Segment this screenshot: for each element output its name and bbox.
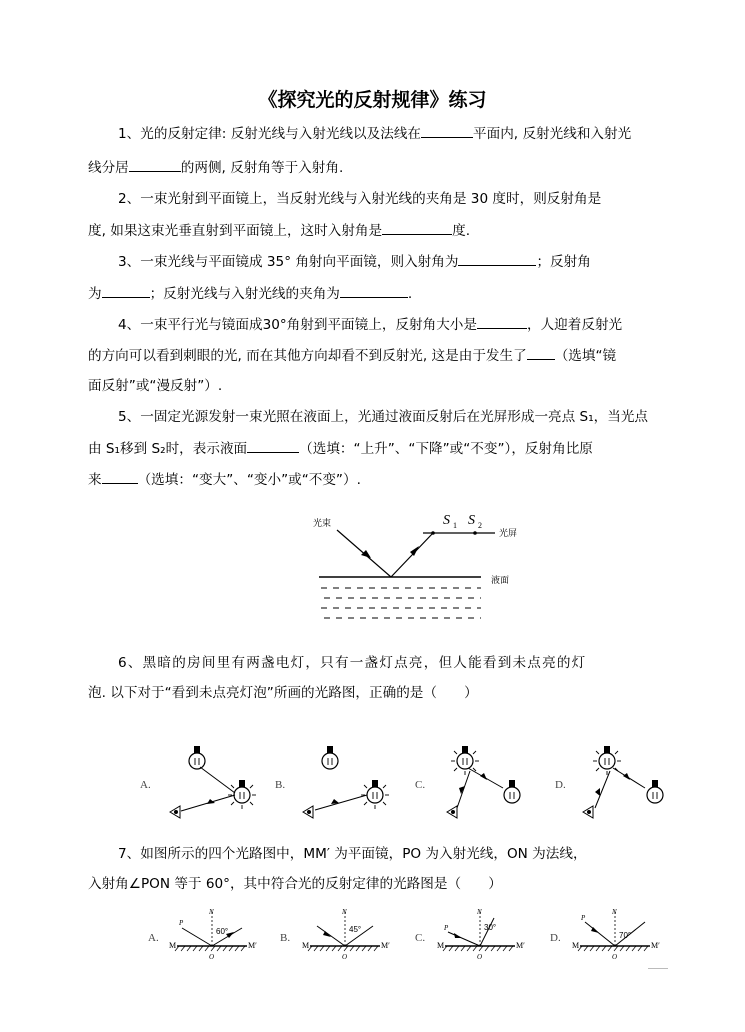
q6-option-c-diagram[interactable] [447, 746, 520, 818]
q4-text-c: 的方向可以看到刺眼的光, 而在其他方向却看不到反射光, 这是由于发生了 [88, 348, 527, 364]
q7c-angle-label: 30° [484, 923, 497, 932]
q7a-o-label: O [209, 953, 215, 961]
q4-line3 [88, 376, 222, 396]
q7b-angle-label: 45° [349, 925, 362, 934]
q2-line1 [118, 189, 601, 209]
q5-text-b: 由 S₁移到 S₂时，表示液面 [88, 441, 248, 457]
q5-line3 [88, 469, 361, 490]
q7b-mp-label: M′ [381, 941, 390, 950]
point-s2 [473, 531, 477, 535]
q6-option-b-diagram[interactable] [303, 746, 389, 818]
q5-text-a: 5、一固定光源发射一束光照在液面上，光通过液面反射后在光屏形成一亮点 S₁，当光点 [118, 409, 649, 425]
q7-option-b-label: B. [280, 932, 291, 944]
q7d-o-label: O [612, 953, 618, 961]
q6-option-b-label: B. [275, 779, 286, 791]
q7d-angle-label: 70° [619, 931, 632, 940]
mirror-option-diagrams [140, 908, 660, 968]
q1-blank-1[interactable] [421, 123, 473, 138]
q1-text-c: 线分居 [88, 160, 129, 176]
q4-text-a: 4、一束平行光与镜面成30°角射到平面镜上，反射角大小是 [118, 317, 477, 333]
q6-line1 [118, 653, 586, 673]
q7c-m-label: M [437, 941, 445, 950]
q7-option-d-label: D. [550, 932, 561, 944]
q6-line2 [88, 683, 478, 703]
screen-label: 光屏 [499, 529, 518, 539]
lamp-option-diagrams [125, 738, 685, 828]
q5-blank-1[interactable] [247, 438, 299, 453]
q3-blank-2[interactable] [102, 283, 150, 298]
q7-option-a-diagram[interactable] [169, 908, 257, 961]
reflected-arrow [410, 546, 419, 556]
s1-subscript: 1 [453, 521, 457, 530]
q7d-p-label: P [581, 914, 586, 922]
q7-option-a-label: A. [148, 932, 159, 944]
liquid-dashes [321, 588, 481, 618]
q1-line2 [88, 157, 343, 178]
q5-text-c: （选填：“上升”、“下降”或“不变”），反射角比原 [299, 441, 593, 457]
q1-text-b: 平面内, 反射光线和入射光 [473, 126, 632, 142]
q7c-n-label: N [477, 908, 482, 916]
q5-line2 [88, 438, 593, 459]
q3-blank-1[interactable] [458, 251, 536, 266]
q6-text-b: 泡. 以下对于“看到未点亮灯泡”所画的光路图，正确的是（ ） [88, 685, 478, 701]
q2-line2 [88, 220, 470, 241]
q7a-n-label: N [209, 908, 214, 916]
q6-option-a-label: A. [140, 779, 151, 791]
point-s1 [431, 531, 435, 535]
q7-text-b: 入射角∠PON 等于 60°，其中符合光的反射定律的光路图是（ ） [88, 876, 502, 892]
reflected-ray [391, 533, 433, 577]
q6-option-d-diagram[interactable] [583, 746, 663, 818]
q2-text-c: 度. [452, 223, 471, 239]
q7a-mp-label: M′ [248, 941, 257, 950]
q2-text-b: 度, 如果这束光垂直射到平面镜上，这时入射角是 [88, 223, 383, 239]
q3-blank-3[interactable] [340, 283, 408, 298]
q5-line1 [118, 407, 648, 427]
q5-text-e: （选填：“变大”、“变小”或“不变”）. [137, 472, 361, 488]
q4-line1 [118, 314, 622, 335]
q7-option-b-diagram[interactable] [302, 908, 390, 961]
q5-text-d: 来 [88, 472, 102, 488]
q4-blank-2[interactable] [527, 345, 555, 360]
q6-option-c-label: C. [415, 779, 426, 791]
q2-text-a: 2、一束光射到平面镜上，当反射光线与入射光线的夹角是 30 度时，则反射角是 [118, 191, 602, 207]
q7d-mp-label: M′ [651, 941, 660, 950]
q7d-n-label: N [612, 908, 617, 916]
q7-option-c-diagram[interactable] [437, 908, 525, 961]
beam-label: 光束 [313, 519, 332, 529]
q2-blank-1[interactable] [382, 220, 452, 235]
q7-option-c-label: C. [415, 932, 426, 944]
q7b-m-label: M [302, 941, 310, 950]
q1-line1 [118, 123, 631, 144]
q6-option-a-diagram[interactable] [170, 746, 256, 818]
q4-text-d: （选填“镜 [554, 348, 617, 364]
q7-line1 [118, 844, 587, 864]
page-corner-mark [648, 968, 668, 969]
q7a-p-label: P [179, 919, 184, 927]
q7d-m-label: M [572, 941, 580, 950]
q7-option-d-diagram[interactable] [572, 908, 660, 961]
q4-blank-1[interactable] [477, 314, 527, 329]
s1-label: S [443, 513, 450, 528]
q4-text-b: ，人迎着反射光 [527, 317, 623, 333]
q7c-mp-label: M′ [516, 941, 525, 950]
q3-text-c: 为 [88, 286, 102, 302]
q7c-o-label: O [477, 953, 483, 961]
q4-line2 [88, 345, 616, 366]
q7-text-a: 7、如图所示的四个光路图中，MM′ 为平面镜，PO 为入射光线，ON 为法线， [118, 846, 587, 862]
q6-options [125, 738, 685, 828]
q1-text-a: 1、光的反射定律: 反射光线与入射光线以及法线在 [118, 126, 422, 142]
q5-figure [305, 508, 535, 623]
q6-text-a: 6、黑暗的房间里有两盏电灯，只有一盏灯点亮，但人能看到未点亮的灯 [118, 655, 587, 671]
q4-text-e: 面反射”或“漫反射”）. [88, 378, 223, 394]
q7b-o-label: O [342, 953, 348, 961]
q6-option-d-label: D. [555, 779, 566, 791]
q7a-m-label: M [169, 941, 177, 950]
liquid-label: 液面 [491, 576, 510, 586]
q3-text-e: . [407, 286, 413, 302]
q3-text-d: ；反射光线与入射光线的夹角为 [149, 286, 340, 302]
q3-line2 [88, 283, 412, 304]
page-title: 《探究光的反射规律》练习 [258, 89, 487, 111]
q3-text-b: ；反射角 [536, 254, 591, 270]
q3-text-a: 3、一束光线与平面镜成 35° 角射向平面镜，则入射角为 [118, 254, 459, 270]
q7c-p-label: P [444, 924, 449, 932]
q1-text-d: 的两侧, 反射角等于入射角. [180, 160, 344, 176]
q5-blank-2[interactable] [102, 469, 138, 484]
q1-blank-2[interactable] [129, 157, 181, 172]
q7b-n-label: N [342, 908, 347, 916]
s2-subscript: 2 [478, 521, 482, 530]
q7a-angle-label: 60° [216, 927, 229, 936]
liquid-reflection-diagram [305, 508, 535, 623]
s2-label: S [468, 513, 475, 528]
q7-line2 [88, 874, 502, 894]
q7-options [140, 908, 660, 968]
q3-line1 [118, 251, 591, 272]
incident-arrow [361, 550, 371, 558]
